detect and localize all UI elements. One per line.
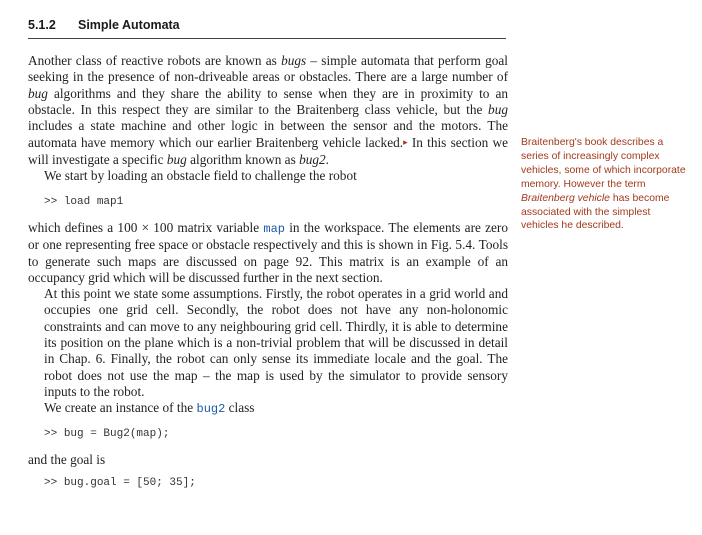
margin-text: has become associated with the simplest vehicles he described.: [521, 192, 670, 232]
text-run: algorithms and they share the ability to sense when they are in proximity to an obstacle. In this respect they are similar to the Braitenberg class vehicle, but the: [28, 85, 508, 117]
class-bug2: bug2: [196, 402, 226, 417]
text-run: includes a state machine and other logic in between the sensor and the motors. The automata have memory which our earlier Braitenberg vehicle lacked.: [28, 118, 508, 151]
text-run: which defines a 100 × 100 matrix variable: [28, 220, 264, 235]
paragraph-create-instance: [28, 400, 508, 417]
code-text: bug.goal = [50; 35];: [63, 477, 196, 489]
code-text: load map1: [63, 196, 124, 208]
text-run: .: [325, 151, 329, 167]
term-bug: bug: [488, 101, 508, 117]
text-run: – simple automata that perform goal seeking in the presence of non-driveable areas or obstacles. There are a large number of: [28, 53, 508, 85]
term-bug: bug: [166, 151, 187, 167]
text-run: Another class of reactive robots are known as: [28, 53, 282, 68]
paragraph-goal-intro: [28, 452, 508, 468]
paragraph-goal: and the goal is: [28, 452, 106, 467]
paragraph-assumptions: At this point we state some assumptions. Firstly, the robot operates in a grid world and occupies one grid cell. Secondly, the robot does not have any non-holonomic constraints and can move to any neighbouring grid cell. Thirdly, it is able to determine its position on the plane which is a non-trivial problem that will be discussed in detail in Chap. 6. Finally, the robot can only sense its immediate locale and the goal. The robot does not use the map – the map is used by the simulator to provide sensory inputs to the robot.: [44, 286, 508, 399]
code-text: bug = Bug2(map);: [63, 428, 170, 440]
term-bug: bug: [28, 85, 48, 101]
code-set-goal: [44, 477, 196, 489]
margin-text: Braitenberg's book describes a series of increasingly complex vehicles, some of which incorporate memory. However the term: [521, 137, 686, 190]
code-create-bug: [44, 428, 169, 440]
code-prompt: >>: [44, 477, 58, 489]
margin-term: Braitenberg vehicle: [521, 192, 610, 204]
section-number: 5.1.2: [28, 18, 56, 32]
paragraph-map: [28, 220, 508, 418]
variable-map: map: [263, 222, 285, 236]
text-run: In this section we will investigate a specific: [28, 135, 508, 167]
paragraph-intro: [28, 53, 508, 184]
margin-note-marker: ▸: [403, 137, 408, 148]
text-run: algorithm known as: [186, 151, 300, 167]
code-prompt: >>: [44, 196, 58, 208]
section-title: Simple Automata: [78, 18, 180, 32]
text-run: We create an instance of the: [44, 400, 197, 416]
section-heading: [28, 18, 506, 39]
margin-note: [521, 136, 686, 233]
text-run: class: [225, 400, 255, 416]
paragraph-load: We start by loading an obstacle field to challenge the robot: [44, 168, 357, 184]
text-run: in the workspace. The elements are zero or one representing free space or obstacle respectively and this is shown in Fig. 5.4. Tools to generate such maps are discussed on page 92. This matrix is an example of an occupancy grid which will be discussed further in the next section.: [28, 220, 509, 285]
code-prompt: >>: [44, 428, 58, 440]
code-load-map: [44, 196, 123, 208]
term-bugs: bugs: [281, 53, 307, 68]
term-bug2: bug2: [299, 151, 326, 167]
